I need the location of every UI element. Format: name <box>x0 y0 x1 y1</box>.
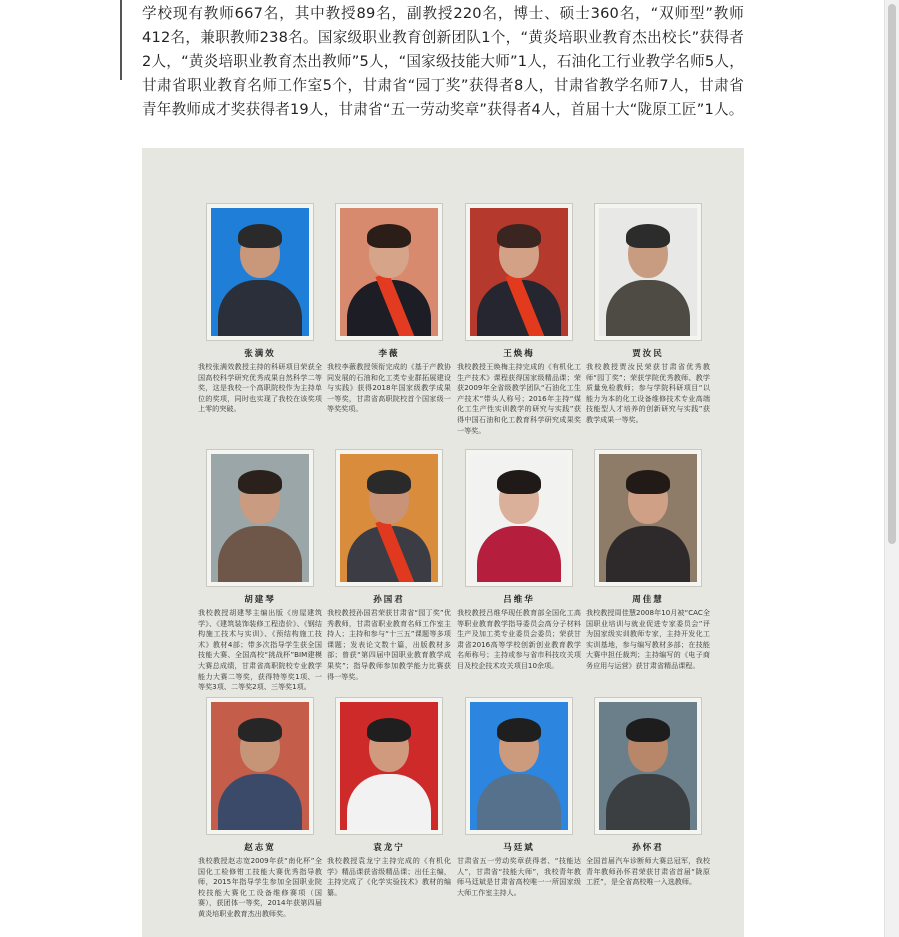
teacher-description: 我校教授王焕梅主持完成的《有机化工生产技术》课程获得国家级精品课；荣获2009年全省级教学团队“石油化工生产技术”带头人称号；2016年主持“煤化工生产性实训教学的研究与实践”获得中国石油和化工教育科学研究成果奖一等奖。 <box>457 362 581 435</box>
teacher-photo <box>595 204 701 340</box>
teacher-description: 全国首届汽车诊断师大赛总冠军，我校青年教师孙怀君荣获甘肃省首届“陇原工匠”，是全省高校唯一入选教师。 <box>586 856 710 887</box>
teacher-name: 胡建琴 <box>244 595 276 605</box>
teacher-photo <box>207 450 313 586</box>
teacher-card <box>196 698 324 920</box>
teacher-description: 我校教授吕维华现任教育部全国化工高等职业教育教学指导委员会高分子材料生产及加工类专业委员会委员；荣获甘肃省2016高等学校创新创业教育教学名师称号；主持或参与省市科技攻关项目及校企技术攻关项目10余项。 <box>457 608 581 670</box>
teacher-card <box>455 204 583 436</box>
teacher-photo <box>595 450 701 586</box>
photo-figure-hair <box>626 224 670 248</box>
teacher-card <box>325 450 453 682</box>
photo-figure-body <box>347 774 431 834</box>
teacher-name: 马廷斌 <box>503 843 535 853</box>
teacher-description: 我校张满效教授主持的科研项目荣获全国高校科学研究优秀成果自然科学二等奖，这是我校一个高职院校作为主持单位的奖项，同时也实现了我校在该奖项上零的突破。 <box>198 362 322 414</box>
teacher-photo <box>595 698 701 834</box>
scrollbar-thumb[interactable] <box>888 4 896 544</box>
photo-figure-hair <box>497 470 541 494</box>
teacher-description: 我校教授胡建琴主编出版《房屋建筑学》、《建筑装饰装修工程造价》、《钢结构施工技术与实训》、《预结构施工技术》教材4部；带多次指导学生获全国技能大赛、全国高校“挑战杯”BIM建模大赛总成绩，甘肃省高职院校专业教学能力大赛二等奖，获得特等奖1项、一等奖3项、二等奖2项、三等奖1项。 <box>198 608 322 692</box>
photo-figure-hair <box>367 224 411 248</box>
teacher-name: 袁龙宁 <box>373 843 405 853</box>
teacher-description: 我校教授周佳慧2008年10月被“CAC全国职业培训与就业促进专家委员会”评为国家级实训教师专家，主持开发化工实训基地，参与编写教材多部；在技能大赛中担任裁判；主持编写的《电子商务应用与运营》获甘肃省精品课程。 <box>586 608 710 670</box>
photo-figure-hair <box>497 224 541 248</box>
photo-figure-hair <box>626 470 670 494</box>
teacher-description: 我校李薇教授领衔完成的《基于产教协同发展的石油和化工类专业群拓展建设与实践》获得2018年国家级教学成果一等奖，甘肃省高职院校首个国家级一等奖奖项。 <box>327 362 451 414</box>
vertical-scrollbar[interactable] <box>884 0 899 937</box>
teacher-name: 赵志宽 <box>244 843 276 853</box>
photo-figure-body <box>218 526 302 586</box>
teacher-name: 孙怀君 <box>632 843 664 853</box>
teacher-card <box>196 204 324 415</box>
teacher-description: 甘肃省五一劳动奖章获得者、“技能达人”，甘肃省“技能大师”，我校青年教师马廷斌是甘肃省高校唯一一所国家级大师工作室主持人。 <box>457 856 581 897</box>
photo-figure-hair <box>238 718 282 742</box>
teacher-photo <box>466 204 572 340</box>
teacher-card <box>325 698 453 898</box>
teacher-card <box>325 204 453 415</box>
intro-paragraph: 学校现有教师667名，其中教授89名，副教授220名，博士、硕士360名，“双师型”教师412名，兼职教师238名。国家级职业教育创新团队1个，“黄炎培职业教育杰出校长”获得者2人，“黄炎培职业教育杰出教师”5人，“国家级技能大师”1人，石油化工行业教学名师5人，甘肃省职业教育名师工作室5个，甘肃省“园丁奖”获得者8人，甘肃省教学名师7人，甘肃省青年教师成才奖获得者19人，甘肃省“五一劳动奖章”获得者4人，首届十大“陇原工匠”1人。 <box>142 5 744 118</box>
photo-figure-hair <box>367 470 411 494</box>
teacher-photo <box>207 204 313 340</box>
teacher-card <box>584 204 712 426</box>
teacher-photo <box>466 698 572 834</box>
teacher-photo <box>336 450 442 586</box>
teacher-photo <box>336 698 442 834</box>
photo-figure-hair <box>238 470 282 494</box>
teacher-name: 王焕梅 <box>503 349 535 359</box>
teacher-description: 我校教授贾汝民荣获甘肃省优秀教师“园丁奖”；荣获学院优秀教师、教学质量免检教师；参与学院科研项目“以能力为本的化工设备维修技术专业高端技能型人才培养的创新研究与实践”获教学成果一等奖。 <box>586 362 710 424</box>
photo-figure-body <box>218 774 302 834</box>
teacher-description: 我校教授孙国君荣获甘肃省“园丁奖”优秀教师，甘肃省职业教育名师工作室主持人；主持和参与“十三五”课题等多项课题；发表论文数十篇，出版教材多部；曾获“第四届中国职业教育教学成果奖”；指导教师参加教学能力比赛获得一等奖。 <box>327 608 451 681</box>
photo-figure-hair <box>497 718 541 742</box>
photo-figure-body <box>606 526 690 586</box>
photo-figure-body <box>606 774 690 834</box>
teacher-name: 周佳慧 <box>632 595 664 605</box>
photo-figure-body <box>218 280 302 340</box>
photo-figure-body <box>606 280 690 340</box>
teacher-card <box>455 698 583 898</box>
teacher-card <box>455 450 583 672</box>
teacher-description: 我校教授袁龙宁主持完成的《有机化学》精品课获省级精品课；出任主编，主持完成了《化学实验技术》教材的编纂。 <box>327 856 451 897</box>
teacher-gallery-panel <box>142 148 744 937</box>
photo-figure-hair <box>367 718 411 742</box>
teacher-name: 吕维华 <box>503 595 535 605</box>
teacher-photo <box>466 450 572 586</box>
teacher-name: 贾汝民 <box>632 349 664 359</box>
teacher-name: 孙国君 <box>373 595 405 605</box>
teacher-photo <box>207 698 313 834</box>
teacher-name: 张满效 <box>244 349 276 359</box>
teacher-description: 我校教授赵志宽2009年获“南化杯”全国化工检修钳工技能大赛优秀指导教师，2015年指导学生参加全国职业院校技能大赛化工设备维修赛项（国赛），获团体一等奖，2014年获第四届黄炎培职业教育杰出教师奖。 <box>198 856 322 918</box>
left-border-rule <box>120 0 122 80</box>
photo-figure-hair <box>626 718 670 742</box>
teacher-card <box>584 450 712 672</box>
teacher-card <box>196 450 324 693</box>
photo-figure-body <box>477 526 561 586</box>
teacher-card <box>584 698 712 888</box>
photo-figure-hair <box>238 224 282 248</box>
teacher-photo <box>336 204 442 340</box>
teacher-name: 李薇 <box>378 349 400 359</box>
photo-figure-body <box>477 774 561 834</box>
